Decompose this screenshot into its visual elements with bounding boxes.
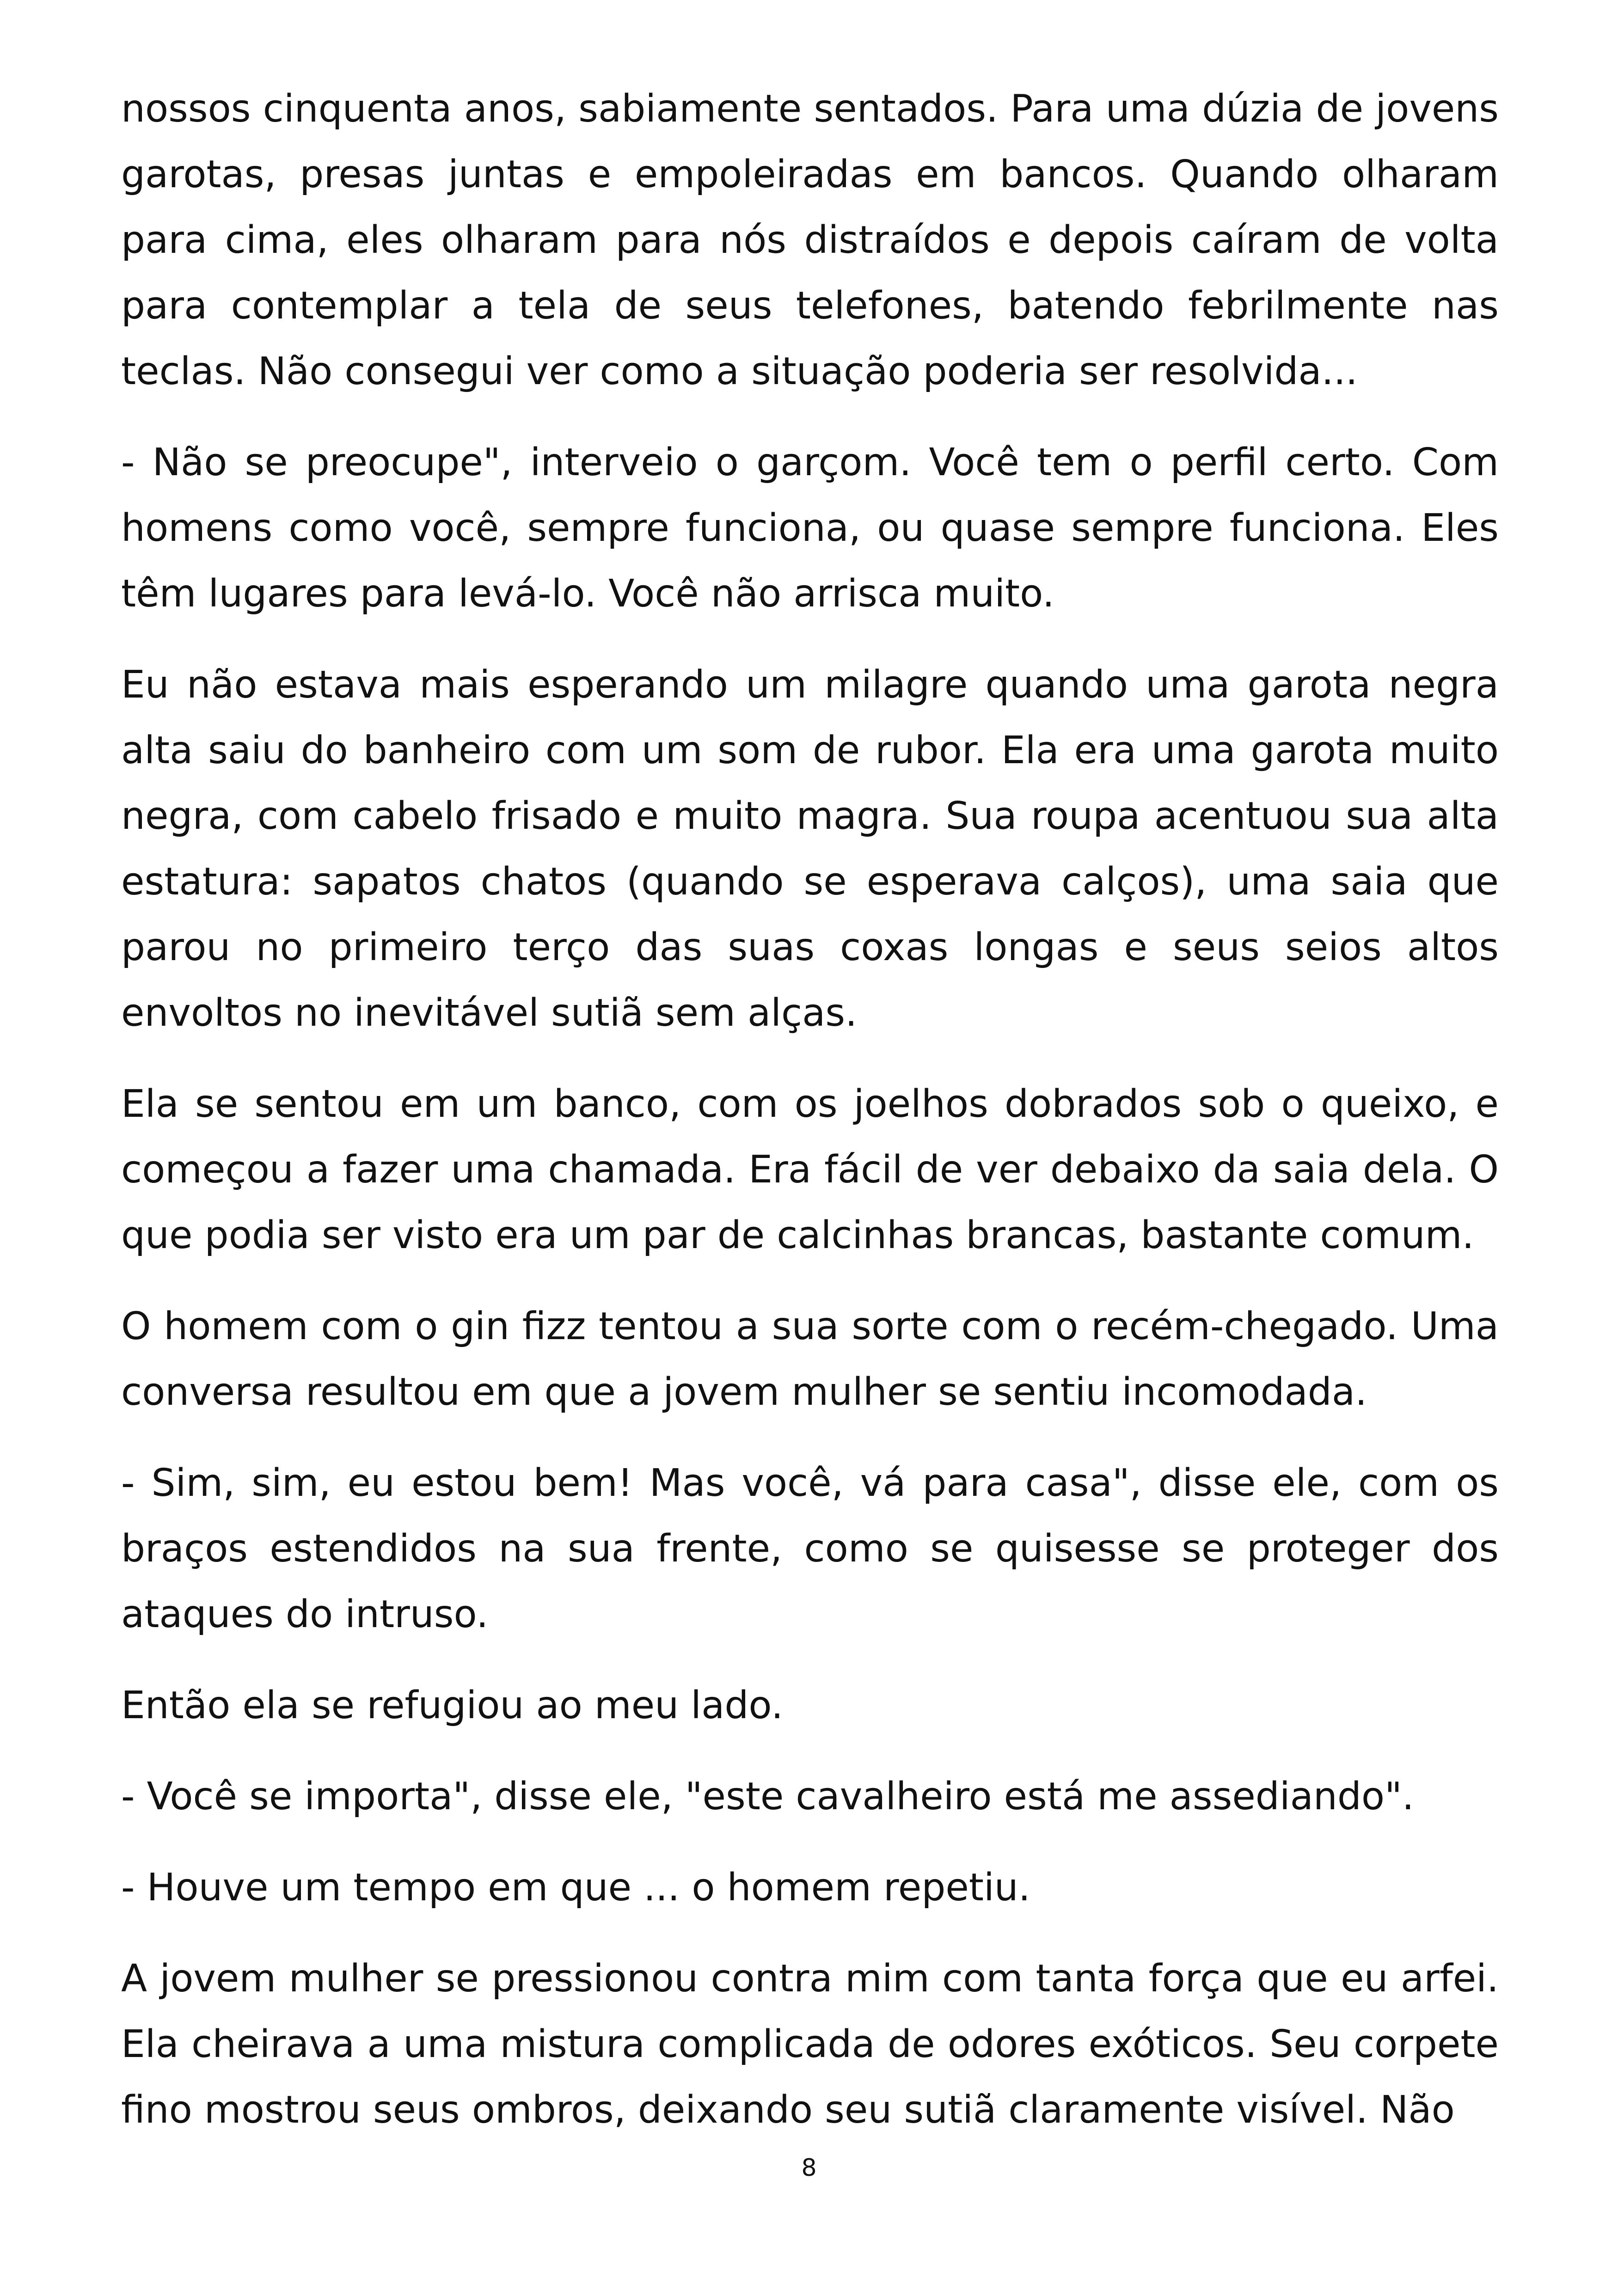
paragraph: A jovem mulher se pressionou contra mim com tanta força que eu arfei. Ela cheirava a uma mistura complicada de odores exóticos. Seu corpete fino mostrou seus ombros, deixando seu sutiã claramente visível. Não xyxy=(121,1957,1499,2132)
paragraph: O homem com o gin fizz tentou a sua sorte com o recém-chegado. Uma conversa resultou em que a jovem mulher se sentiu incomodada. xyxy=(121,1304,1499,1414)
body-text xyxy=(121,76,1499,2168)
page-number: 8 xyxy=(801,2154,817,2182)
paragraph: - Você se importa", disse ele, "este cavalheiro está me assediando". xyxy=(121,1775,1414,1818)
paragraph: Ela se sentou em um banco, com os joelhos dobrados sob o queixo, e começou a fazer uma chamada. Era fácil de ver debaixo da saia dela. O que podia ser visto era um par de calcinhas brancas, bastante comum. xyxy=(121,1082,1499,1257)
paragraph: - Sim, sim, eu estou bem! Mas você, vá para casa", disse ele, com os braços estendidos na sua frente, como se quisesse se proteger dos ataques do intruso. xyxy=(121,1461,1499,1636)
paragraph: - Houve um tempo em que ... o homem repetiu. xyxy=(121,1866,1030,1910)
paragraph: - Não se preocupe", interveio o garçom. Você tem o perfil certo. Com homens como você, sempre funciona, ou quase sempre funciona. Eles têm lugares para levá-lo. Você não arrisca muito. xyxy=(121,441,1499,616)
paragraph: Então ela se refugiou ao meu lado. xyxy=(121,1684,784,1727)
paragraph: nossos cinquenta anos, sabiamente sentados. Para uma dúzia de jovens garotas, presas juntas e empoleiradas em bancos. Quando olharam para cima, eles olharam para nós distraídos e depois caíram de volta para contemplar a tela de seus telefones, batendo febrilmente nas teclas. Não consegui ver como a situação poderia ser resolvida... xyxy=(121,87,1499,393)
paragraph: Eu não estava mais esperando um milagre quando uma garota negra alta saiu do banheiro com um som de rubor. Ela era uma garota muito negra, com cabelo frisado e muito magra. Sua roupa acentuou sua alta estatura: sapatos chatos (quando se esperava calços), uma saia que parou no primeiro terço das suas coxas longas e seus seios altos envoltos no inevitável sutiã sem alças. xyxy=(121,663,1499,1035)
